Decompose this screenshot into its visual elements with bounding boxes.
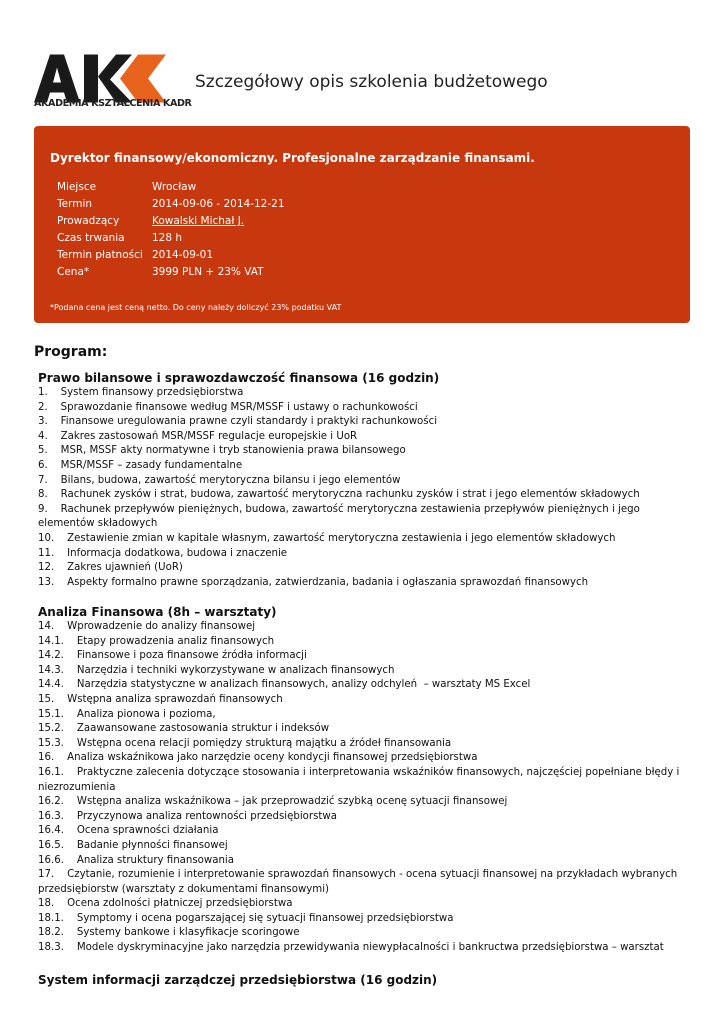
program-heading: Program: — [34, 344, 108, 360]
detail-value: Wrocław — [152, 181, 197, 193]
list-item: 12. Zakres ujawnień (UoR) — [38, 562, 183, 574]
list-item: 14.2. Finansowe i poza finansowe źródła informacji — [38, 650, 307, 662]
list-item: 14.1. Etapy prowadzenia analiz finansowych — [38, 635, 275, 647]
detail-value: 2014-09-01 — [152, 249, 214, 261]
list-item: 17. Czytanie, rozumienie i interpretowanie sprawozdań finansowych - ocena sytuacji finansowej na przykładach wybranych przedsiębiorstw (warsztaty z dokumentami finansowymi) — [38, 869, 681, 895]
detail-label: Miejsce — [57, 181, 97, 193]
section-list — [38, 386, 688, 590]
list-item: 15. Wstępna analiza sprawozdań finansowych — [38, 693, 283, 705]
program-section — [38, 370, 688, 590]
list-item: 16.1. Praktyczne zalecenia dotyczące stosowania i interpretowania wskaźników finansowych, najczęściej popełniane błędy i niezrozumienia — [38, 766, 683, 793]
price-note: *Podana cena jest ceną netto. Do ceny należy doliczyć 23% podatku VAT — [50, 303, 342, 312]
detail-label: Czas trwania — [57, 232, 125, 244]
program-section — [38, 972, 688, 988]
list-item: 14. Wprowadzenie do analizy finansowej — [38, 621, 256, 632]
list-item: 15.2. Zaawansowane zastosowania struktur i indeksów — [38, 723, 330, 735]
list-item: 16.4. Ocena sprawności działania — [38, 825, 219, 837]
section-title: System informacji zarządczej przedsiębiorstwa (16 godzin) — [38, 973, 438, 987]
list-item: 16.5. Badanie płynności finansowej — [38, 839, 228, 851]
detail-label: Cena* — [57, 266, 90, 278]
list-item: 18.2. Systemy bankowe i klasyfikacje scoringowe — [38, 927, 300, 939]
list-item: 15.3. Wstępna ocena relacji pomiędzy strukturą majątku a źródeł finansowania — [38, 737, 452, 749]
list-item: 10. Zestawienie zmian w kapitale własnym, zawartość merytoryczna zestawienia i jego elementów składowych — [38, 532, 616, 544]
list-item: 18.1. Symptomy i ocena pogarszającej się sytuacji finansowej przedsiębiorstwa — [38, 912, 454, 924]
list-item: 5. MSR, MSSF akty normatywne i tryb stanowienia prawa bilansowego — [38, 445, 406, 457]
logo-text: AKADEMIA KSZTAŁCENIA KADR — [34, 98, 192, 109]
list-item: 9. Rachunek przepływów pieniężnych, budowa, zawartość merytoryczna zestawienia przepływów pieniężnych i jego elementów składowych — [38, 503, 644, 530]
list-item: 6. MSR/MSSF – zasady fundamentalne — [38, 459, 243, 471]
detail-label: Prowadzący — [57, 215, 120, 227]
list-item: 1. System finansowy przedsiębiorstwa — [38, 387, 244, 398]
detail-label: Termin płatności — [57, 249, 143, 261]
program-section — [38, 604, 688, 956]
page-title: Szczegółowy opis szkolenia budżetowego — [195, 72, 548, 92]
list-item: 2. Sprawozdanie finansowe według MSR/MSSF i ustawy o rachunkowości — [38, 401, 418, 413]
detail-value: 3999 PLN + 23% VAT — [152, 266, 264, 278]
section-title: Analiza Finansowa (8h – warsztaty) — [38, 605, 277, 619]
detail-value: 2014-09-06 - 2014-12-21 — [152, 198, 285, 210]
list-item: 8. Rachunek zysków i strat, budowa, zawartość merytoryczna rachunku zysków i strat i jego elementów składowych — [38, 489, 640, 501]
course-title: Dyrektor finansowy/ekonomiczny. Profesjonalne zarządzanie finansami. — [50, 151, 535, 165]
list-item: 11. Informacja dodatkowa, budowa i znaczenie — [38, 547, 288, 559]
header — [0, 0, 725, 120]
list-item: 16. Analiza wskaźnikowa jako narzędzie oceny kondycji finansowej przedsiębiorstwa — [38, 752, 478, 764]
trainer-link[interactable]: Kowalski Michał J. — [152, 215, 245, 227]
list-item: 18.3. Modele dyskryminacyjne jako narzędzia przewidywania niewypłacalności i bankructwa przedsiębiorstwa – warsztat — [38, 942, 664, 954]
list-item: 3. Finansowe uregulowania prawne czyli standardy i praktyki rachunkowości — [38, 416, 438, 428]
list-item: 16.6. Analiza struktury finansowania — [38, 854, 235, 866]
list-item: 15.1. Analiza pionowa i pozioma, — [38, 708, 216, 720]
section-title: Prawo bilansowe i sprawozdawczość finansowa (16 godzin) — [38, 371, 440, 385]
list-item: 18. Ocena zdolności płatniczej przedsiębiorstwa — [38, 898, 293, 910]
detail-label: Termin — [57, 198, 93, 210]
list-item: 13. Aspekty formalno prawne sporządzania, zatwierdzania, badania i ogłaszania sprawozdań finansowych — [38, 576, 589, 588]
list-item: 14.4. Narzędzia statystyczne w analizach finansowych, analizy odchyleń – warsztaty MS Excel — [38, 679, 531, 691]
list-item: 4. Zakres zastosowań MSR/MSSF regulacje europejskie i UoR — [38, 430, 358, 442]
list-item: 14.3. Narzędzia i techniki wykorzystywane w analizach finansowych — [38, 664, 395, 676]
detail-value: 128 h — [152, 232, 183, 244]
section-list — [38, 620, 688, 956]
list-item: 7. Bilans, budowa, zawartość merytoryczna bilansu i jego elementów — [38, 474, 401, 486]
list-item: 16.2. Wstępna analiza wskaźnikowa – jak przeprowadzić szybką ocenę sytuacji finansowej — [38, 796, 508, 808]
list-item: 16.3. Przyczynowa analiza rentowności przedsiębiorstwa — [38, 810, 337, 822]
course-info-box — [34, 126, 690, 323]
